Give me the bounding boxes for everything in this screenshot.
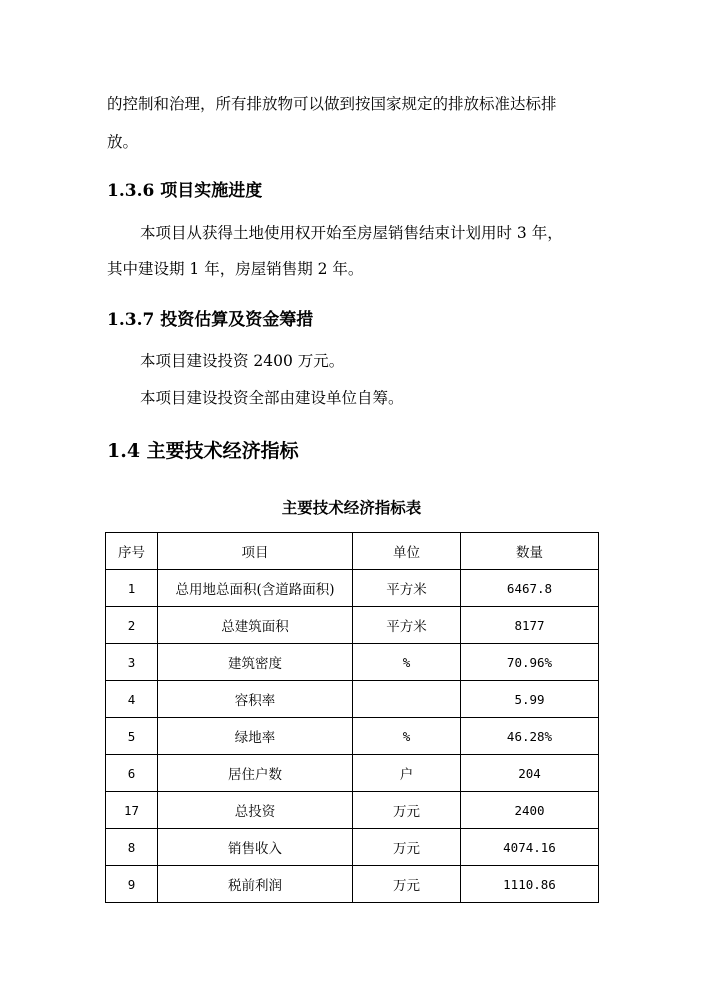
cell-quantity: 1110.86 bbox=[461, 866, 599, 903]
table-row bbox=[106, 607, 599, 644]
cell-index: 6 bbox=[106, 755, 158, 792]
cell-unit: 万元 bbox=[353, 792, 461, 829]
cell-item: 建筑密度 bbox=[158, 644, 353, 681]
cell-unit: 平方米 bbox=[353, 607, 461, 644]
table-header-row bbox=[106, 533, 599, 570]
paragraph-schedule-line-2: 其中建设期 1 年，房屋销售期 2 年。 bbox=[107, 260, 364, 278]
cell-item: 税前利润 bbox=[158, 866, 353, 903]
table-row bbox=[106, 644, 599, 681]
cell-quantity: 204 bbox=[461, 755, 599, 792]
cell-quantity: 6467.8 bbox=[461, 570, 599, 607]
paragraph-investment-line-2: 本项目建设投资全部由建设单位自筹。 bbox=[140, 389, 404, 407]
cell-unit: % bbox=[353, 718, 461, 755]
section-heading-1-4: 1.4 主要技术经济指标 bbox=[107, 440, 299, 462]
cell-quantity: 8177 bbox=[461, 607, 599, 644]
cell-item: 绿地率 bbox=[158, 718, 353, 755]
table-row bbox=[106, 718, 599, 755]
table-caption: 主要技术经济指标表 bbox=[281, 498, 422, 517]
cell-unit: 万元 bbox=[353, 866, 461, 903]
header-item: 项目 bbox=[158, 533, 353, 570]
cell-unit: % bbox=[353, 644, 461, 681]
table-row bbox=[106, 829, 599, 866]
cell-quantity: 46.28% bbox=[461, 718, 599, 755]
cell-index: 2 bbox=[106, 607, 158, 644]
cell-quantity: 70.96% bbox=[461, 644, 599, 681]
section-heading-1-3-6: 1.3.6 项目实施进度 bbox=[107, 181, 263, 201]
table-row bbox=[106, 866, 599, 903]
header-unit: 单位 bbox=[353, 533, 461, 570]
cell-item: 容积率 bbox=[158, 681, 353, 718]
cell-item: 总投资 bbox=[158, 792, 353, 829]
paragraph-schedule-line-1: 本项目从获得土地使用权开始至房屋销售结束计划用时 3 年， bbox=[140, 224, 563, 242]
table-row bbox=[106, 570, 599, 607]
paragraph-continuation-line-2: 放。 bbox=[107, 133, 139, 151]
cell-item: 居住户数 bbox=[158, 755, 353, 792]
table-row bbox=[106, 755, 599, 792]
cell-item: 总建筑面积 bbox=[158, 607, 353, 644]
cell-item: 销售收入 bbox=[158, 829, 353, 866]
paragraph-continuation-line-1: 的控制和治理，所有排放物可以做到按国家规定的排放标准达标排 bbox=[107, 95, 557, 113]
paragraph-investment-line-1: 本项目建设投资 2400 万元。 bbox=[140, 352, 345, 370]
header-index: 序号 bbox=[106, 533, 158, 570]
cell-index: 3 bbox=[106, 644, 158, 681]
cell-unit: 平方米 bbox=[353, 570, 461, 607]
cell-index: 17 bbox=[106, 792, 158, 829]
indicators-table bbox=[105, 532, 599, 903]
section-heading-1-3-7: 1.3.7 投资估算及资金筹措 bbox=[107, 310, 314, 330]
cell-unit bbox=[353, 681, 461, 718]
cell-quantity: 2400 bbox=[461, 792, 599, 829]
cell-item: 总用地总面积(含道路面积) bbox=[158, 570, 353, 607]
cell-quantity: 4074.16 bbox=[461, 829, 599, 866]
table-row bbox=[106, 792, 599, 829]
header-quantity: 数量 bbox=[461, 533, 599, 570]
cell-unit: 万元 bbox=[353, 829, 461, 866]
cell-quantity: 5.99 bbox=[461, 681, 599, 718]
cell-index: 8 bbox=[106, 829, 158, 866]
cell-index: 1 bbox=[106, 570, 158, 607]
cell-index: 5 bbox=[106, 718, 158, 755]
table-row bbox=[106, 681, 599, 718]
cell-index: 4 bbox=[106, 681, 158, 718]
cell-unit: 户 bbox=[353, 755, 461, 792]
cell-index: 9 bbox=[106, 866, 158, 903]
